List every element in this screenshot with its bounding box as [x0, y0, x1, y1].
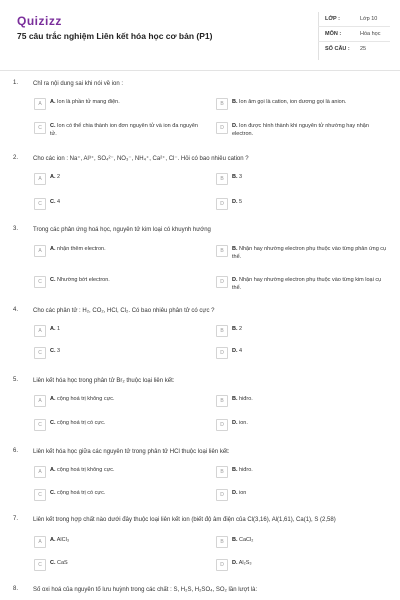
option-letter-box[interactable]: A: [34, 98, 46, 110]
option-letter-box[interactable]: B: [216, 395, 228, 407]
option-text: [232, 396, 387, 404]
option-prefix: B.: [232, 326, 238, 332]
option-letter-box[interactable]: B: [216, 173, 228, 185]
option-letter-box[interactable]: A: [34, 245, 46, 257]
option-letter-box[interactable]: D: [216, 198, 228, 210]
option-body: 1: [57, 326, 61, 332]
option-letter-box[interactable]: D: [216, 276, 228, 288]
question-number: 7.: [13, 516, 19, 522]
option-prefix: B.: [232, 99, 238, 105]
option-text: [232, 420, 387, 428]
option-prefix: B.: [232, 174, 238, 180]
option-letter-box[interactable]: A: [34, 466, 46, 478]
option-text: [50, 348, 205, 356]
meta-divider: [318, 41, 390, 42]
option-letter-box[interactable]: A: [34, 536, 46, 548]
option-body: 5: [239, 199, 243, 205]
meta-key: MÔN :: [325, 31, 342, 37]
option-letter-box[interactable]: B: [216, 325, 228, 337]
option-text: [50, 174, 205, 182]
option-text: [232, 490, 387, 498]
option-prefix: B.: [232, 537, 238, 543]
option-text: [50, 467, 205, 475]
option-letter-box[interactable]: C: [34, 276, 46, 288]
meta-value: 25: [360, 46, 367, 52]
option-body: Nhận hay nhường electron phụ thuộc vào từng kim loại cụ thể.: [232, 277, 382, 291]
option-letter-box[interactable]: C: [34, 122, 46, 134]
option-letter-box[interactable]: C: [34, 347, 46, 359]
meta-key: SỐ CÂU :: [325, 46, 350, 52]
question-text: Số oxi hoá của nguyên tố lưu huỳnh trong các chất : S, H₂S, H₂SO₄, SO₂ lần lượt là:: [33, 587, 258, 593]
option-text: [50, 246, 205, 254]
option-prefix: A.: [50, 396, 56, 402]
option-letter-box[interactable]: D: [216, 489, 228, 501]
option-body: 2: [57, 174, 61, 180]
option-text: [232, 246, 387, 261]
option-prefix: C.: [50, 420, 56, 426]
option-text: [232, 174, 387, 182]
option-body: cộng hoá trị không cực.: [57, 467, 115, 473]
question-text: Cho các phân tử : H₂, CO₂, HCl, Cl₂. Có bao nhiêu phân tử có cực ?: [33, 308, 215, 314]
option-body: cộng hoá trị có cực.: [57, 490, 106, 496]
meta-key: LỚP :: [325, 16, 340, 22]
option-text: [50, 326, 205, 334]
option-body: hiđro.: [239, 467, 253, 473]
option-body: hiđro.: [239, 396, 253, 402]
option-prefix: A.: [50, 99, 56, 105]
option-text: [50, 99, 205, 107]
option-prefix: C.: [50, 560, 56, 566]
option-prefix: D.: [232, 277, 238, 283]
option-text: [232, 326, 387, 334]
option-text: [232, 123, 387, 138]
option-letter-box[interactable]: C: [34, 559, 46, 571]
option-body: Ion âm gọi là cation, ion dương gọi là anion.: [239, 99, 347, 105]
option-letter-box[interactable]: B: [216, 466, 228, 478]
document-title: 75 câu trắc nghiệm Liên kết hóa học cơ bản (P1): [17, 31, 213, 41]
option-body: 3: [57, 348, 61, 354]
option-body: CaCl₂: [239, 537, 254, 543]
meta-grade: [318, 16, 388, 26]
option-prefix: D.: [232, 348, 238, 354]
meta-count: [318, 46, 388, 56]
option-letter-box[interactable]: C: [34, 489, 46, 501]
option-body: cộng hoá trị không cực.: [57, 396, 115, 402]
option-body: Al₂S₃: [238, 560, 252, 566]
option-text: [232, 560, 387, 568]
option-prefix: B.: [232, 246, 238, 252]
option-prefix: D.: [232, 199, 238, 205]
option-text: [50, 199, 205, 207]
option-body: Ion có thể chia thành ion đơn nguyên tử và ion đa nguyên tử.: [50, 123, 198, 137]
option-body: AlCl₃: [56, 537, 70, 543]
question-text: Liên kết trong hợp chất nào dưới đây thuộc loại liên kết ion (biết độ âm điện của Cl(3,16), Al(1,61), Ca(1), S (2,58): [33, 517, 336, 523]
option-prefix: A.: [50, 174, 56, 180]
option-text: [50, 490, 205, 498]
option-prefix: D.: [232, 560, 238, 566]
option-letter-box[interactable]: B: [216, 98, 228, 110]
question-number: 5.: [13, 377, 19, 383]
option-text: [50, 420, 205, 428]
meta-subject: [318, 31, 388, 41]
option-letter-box[interactable]: B: [216, 245, 228, 257]
option-prefix: C.: [50, 199, 56, 205]
question-text: Cho các ion : Na⁺, Al³⁺, SO₄²⁻, NO₃⁻, NH₄⁺, Ca²⁺, Cl⁻. Hỏi có bao nhiêu cation ?: [33, 156, 249, 162]
option-letter-box[interactable]: D: [216, 559, 228, 571]
question-text: Liên kết hóa học giữa các nguyên tử trong phân tử HCl thuộc loại liên kết:: [33, 449, 230, 455]
option-body: Nhận hay nhường electron phụ thuộc vào từng phản ứng cụ thể.: [232, 246, 387, 260]
option-prefix: D.: [232, 490, 238, 496]
quizizz-logo: Quizizz: [17, 14, 62, 28]
option-letter-box[interactable]: D: [216, 419, 228, 431]
option-prefix: B.: [232, 467, 238, 473]
question-number: 1.: [13, 80, 19, 86]
option-prefix: C.: [50, 348, 56, 354]
option-letter-box[interactable]: A: [34, 173, 46, 185]
option-prefix: C.: [50, 277, 56, 283]
option-letter-box[interactable]: C: [34, 419, 46, 431]
question-text: Trong các phản ứng hoá học, nguyên tử kim loại có khuynh hướng: [33, 227, 211, 233]
option-prefix: C.: [50, 123, 56, 129]
option-text: [50, 560, 205, 568]
option-prefix: D.: [232, 420, 238, 426]
meta-value: Hóa học: [360, 31, 381, 37]
option-body: nhận thêm electron.: [57, 246, 106, 252]
meta-value: Lớp 10: [360, 16, 378, 22]
option-letter-box[interactable]: A: [34, 325, 46, 337]
option-body: 4: [57, 199, 61, 205]
option-letter-box[interactable]: D: [216, 347, 228, 359]
option-prefix: C.: [50, 490, 56, 496]
question-number: 3.: [13, 226, 19, 232]
question-text: Chỉ ra nội dung sai khi nói về ion :: [33, 81, 124, 87]
option-body: ion: [239, 490, 247, 496]
option-prefix: A.: [50, 467, 56, 473]
meta-divider: [318, 26, 390, 27]
option-body: Nhường bớt electron.: [57, 277, 110, 283]
option-letter-box[interactable]: A: [34, 395, 46, 407]
page-header: [0, 0, 400, 71]
option-text: [50, 396, 205, 404]
option-body: 2: [239, 326, 243, 332]
question-number: 6.: [13, 448, 19, 454]
option-body: cộng hoá trị có cực.: [57, 420, 106, 426]
option-text: [232, 467, 387, 475]
option-body: 4: [239, 348, 243, 354]
option-prefix: A.: [50, 537, 56, 543]
option-text: [50, 277, 205, 285]
option-text: [232, 99, 387, 107]
question-number: 4.: [13, 307, 19, 313]
option-text: [232, 277, 387, 292]
option-text: [50, 537, 205, 545]
option-body: Ion được hình thành khi nguyên tử nhường hay nhận electron.: [232, 123, 369, 137]
option-text: [232, 199, 387, 207]
option-letter-box[interactable]: C: [34, 198, 46, 210]
option-prefix: D.: [232, 123, 238, 129]
question-number: 8.: [13, 586, 19, 592]
option-prefix: A.: [50, 326, 56, 332]
option-prefix: B.: [232, 396, 238, 402]
option-text: [232, 348, 387, 356]
option-text: [50, 123, 205, 138]
option-body: Ion là phần tử mang điện.: [57, 99, 120, 105]
question-text: Liên kết hóa học trong phân tử Br₂ thuộc loại liên kết:: [33, 378, 175, 384]
option-text: [232, 537, 387, 545]
option-body: ion.: [239, 420, 248, 426]
option-body: 3: [239, 174, 243, 180]
option-letter-box[interactable]: B: [216, 536, 228, 548]
option-letter-box[interactable]: D: [216, 122, 228, 134]
question-number: 2.: [13, 155, 19, 161]
option-prefix: A.: [50, 246, 56, 252]
option-body: CaS: [57, 560, 68, 566]
